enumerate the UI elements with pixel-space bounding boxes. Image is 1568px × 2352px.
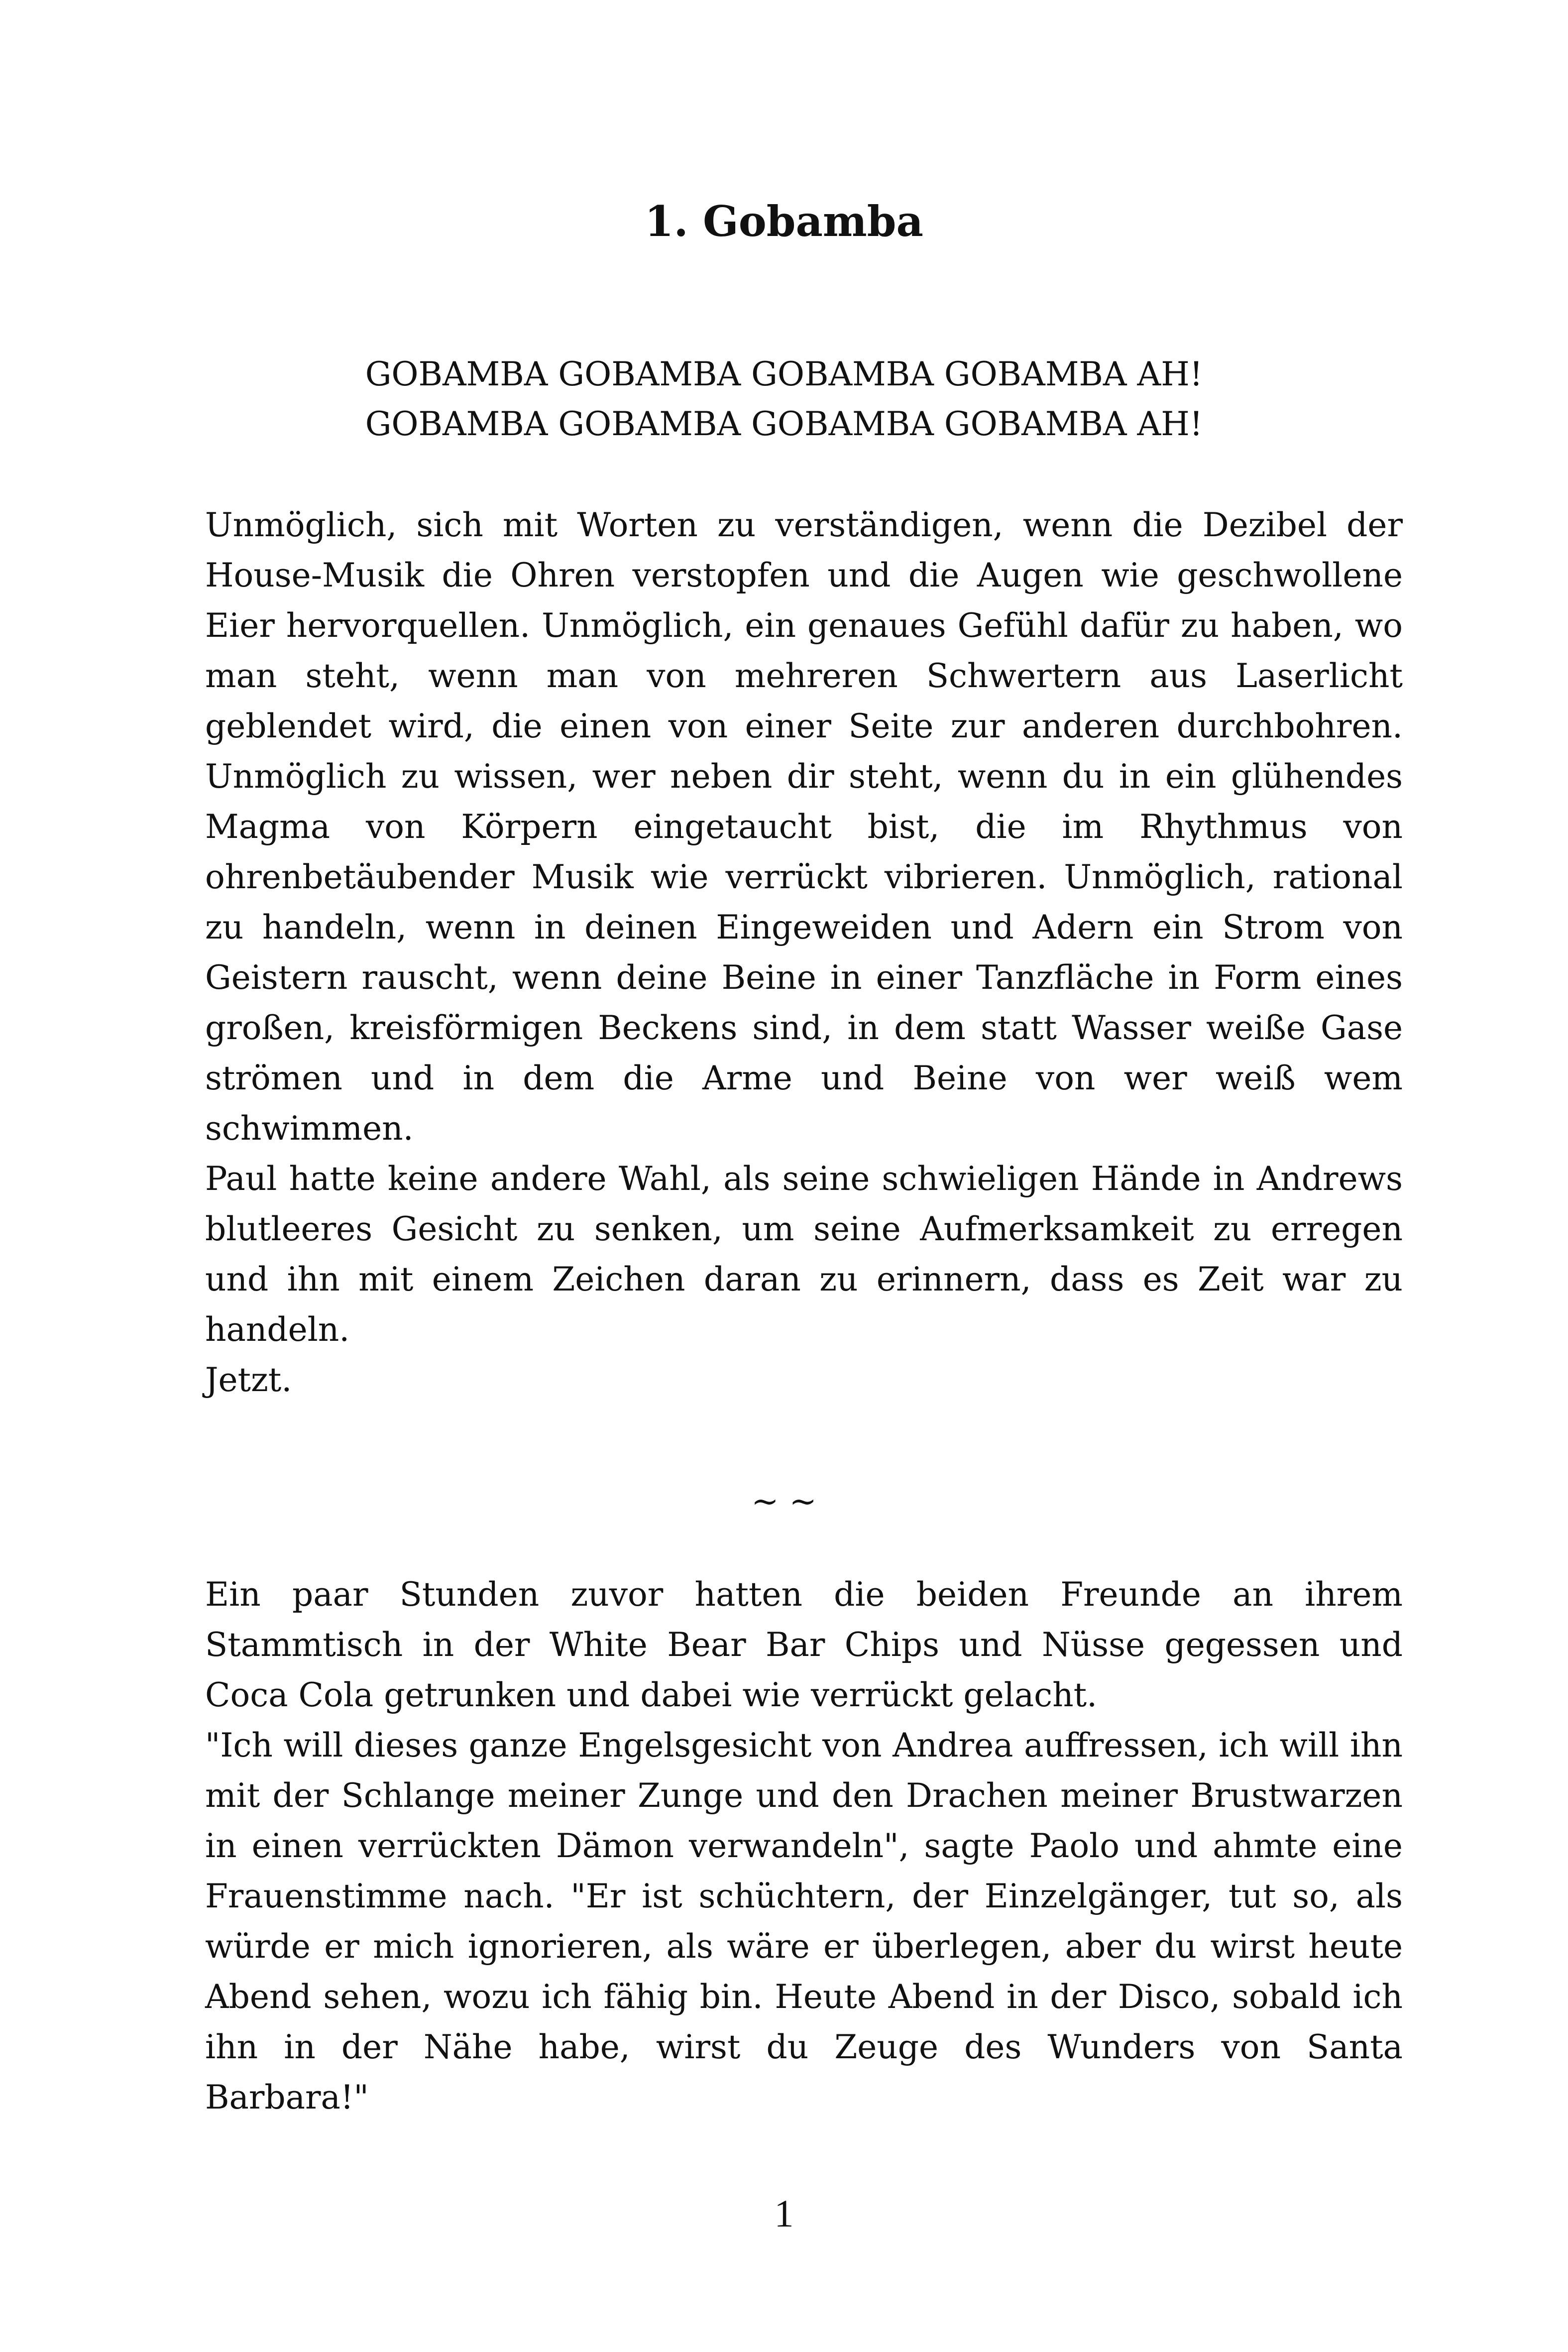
paragraph: Ein paar Stunden zuvor hatten die beiden Freunde an ihrem Stammtisch in der White Bear Bar Chips und Nüsse gegessen und Coca Cola getrunken und dabei wie verrückt gelacht. bbox=[205, 1575, 1403, 1714]
paragraph: Paul hatte keine andere Wahl, als seine schwieligen Hände in Andrews blutleeres Gesicht zu senken, um seine Aufmerksamkeit zu erregen und ihn mit einem Zeichen daran zu erinnern, dass es Zeit war zu handeln. bbox=[205, 1160, 1403, 1349]
chant-line: GOBAMBA GOBAMBA GOBAMBA GOBAMBA AH! bbox=[365, 355, 1203, 393]
body-section-2 bbox=[205, 1569, 1403, 2122]
body-section-1 bbox=[205, 500, 1403, 1405]
paragraph: Jetzt. bbox=[205, 1361, 292, 1399]
chant-line: GOBAMBA GOBAMBA GOBAMBA GOBAMBA AH! bbox=[365, 405, 1203, 443]
scene-separator: ~ ~ bbox=[751, 1482, 817, 1521]
paragraph: Unmöglich, sich mit Worten zu verständigen, wenn die Dezibel der House-Musik die Ohren verstopfen und die Augen wie geschwollene Eier hervorquellen. Unmöglich, ein genaues Gefühl dafür zu haben, wo man steht, wenn man von mehreren Schwertern aus Laserlicht geblendet wird, die einen von einer Seite zur anderen durchbohren. Unmöglich zu wissen, wer neben dir steht, wenn du in ein glühendes Magma von Körpern eingetaucht bist, die im Rhythmus von ohrenbetäubender Musik wie verrückt vibrieren. Unmöglich, rational zu handeln, wenn in deinen Eingeweiden und Adern ein Strom von Geistern rauscht, wenn deine Beine in einer Tanzfläche in Form eines großen, kreisförmigen Beckens sind, in dem statt Wasser weiße Gase strömen und in dem die Arme und Beine von wer weiß wem schwimmen. bbox=[205, 506, 1403, 1148]
page-number: 1 bbox=[774, 2192, 794, 2235]
paragraph: "Ich will dieses ganze Engelsgesicht von Andrea auffressen, ich will ihn mit der Schlange meiner Zunge und den Drachen meiner Brustwarzen in einen verrückten Dämon verwandeln", sagte Paolo und ahmte eine Frauenstimme nach. "Er ist schüchtern, der Einzelgänger, tut so, als würde er mich ignorieren, als wäre er überlegen, aber du wirst heute Abend sehen, wozu ich fähig bin. Heute Abend in der Disco, sobald ich ihn in der Nähe habe, wirst du Zeuge des Wunders von Santa Barbara!" bbox=[205, 1726, 1403, 2117]
chapter-title: 1. Gobamba bbox=[645, 197, 923, 246]
chant-block bbox=[0, 350, 1568, 449]
